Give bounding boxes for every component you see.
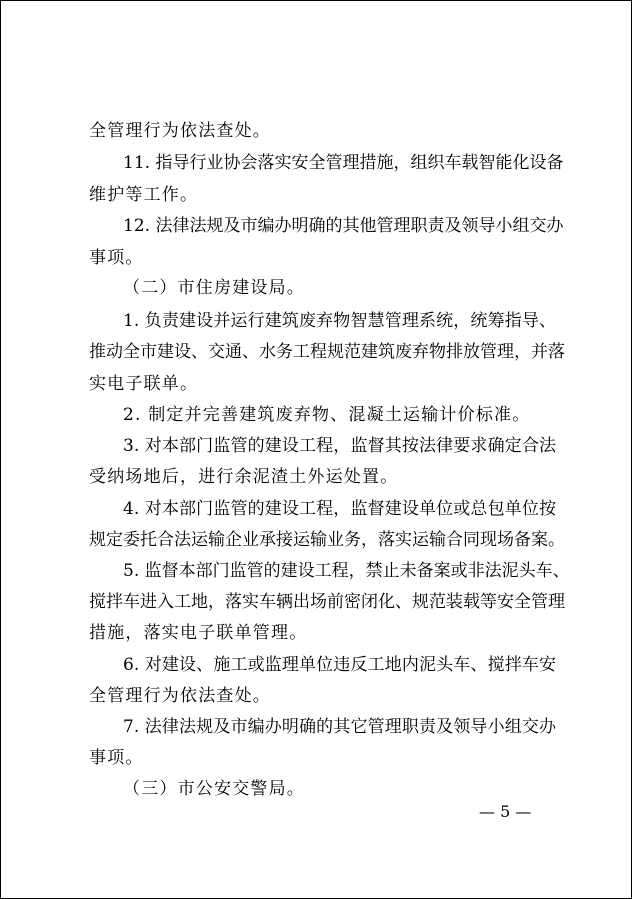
- section-heading-3: （三）市公安交警局。: [123, 779, 305, 799]
- text-line: 实电子联单。: [89, 374, 199, 394]
- text-line: 事项。: [89, 748, 144, 768]
- section-heading-2: （二）市住房建设局。: [123, 278, 305, 298]
- list-item-6: 6. 对建设、施工或监理单位违反工地内泥头车、搅拌车安: [123, 655, 556, 675]
- list-item-3: 3. 对本部门监管的建设工程，监督其按法律要求确定合法: [123, 436, 556, 456]
- list-item-4: 4. 对本部门监管的建设工程，监督建设单位或总包单位按: [123, 499, 556, 519]
- text-line: 受纳场地后，进行余泥渣土外运处置。: [89, 467, 399, 487]
- text-line: 维护等工作。: [89, 185, 199, 205]
- list-item-11: 11. 指导行业协会落实安全管理措施，组织车载智能化设备: [123, 153, 564, 173]
- list-item-7: 7. 法律法规及市编办明确的其它管理职责及领导小组交办: [123, 717, 556, 737]
- list-item-12: 12. 法律法规及市编办明确的其他管理职责及领导小组交办: [123, 216, 564, 236]
- text-line: 全管理行为依法查处。: [89, 121, 271, 141]
- text-line: 措施，落实电子联单管理。: [89, 623, 308, 643]
- list-item-1: 1. 负责建设并运行建筑废弃物智慧管理系统，统筹指导、: [123, 311, 556, 331]
- text-line: 全管理行为依法查处。: [89, 686, 271, 706]
- text-line: 推动全市建设、交通、水务工程规范建筑废弃物排放管理，并落: [89, 342, 565, 362]
- list-item-5: 5. 监督本部门监管的建设工程，禁止未备案或非法泥头车、: [123, 561, 570, 581]
- text-line: 规定委托合法运输企业承接运输业务，落实运输合同现场备案。: [89, 530, 565, 550]
- text-line: 搅拌车进入工地，落实车辆出场前密闭化、规范装载等安全管理: [89, 592, 565, 612]
- text-line: 事项。: [89, 248, 144, 268]
- list-item-2: 2. 制定并完善建筑废弃物、混凝土运输计价标准。: [123, 405, 531, 425]
- page-number: — 5 —: [479, 802, 532, 821]
